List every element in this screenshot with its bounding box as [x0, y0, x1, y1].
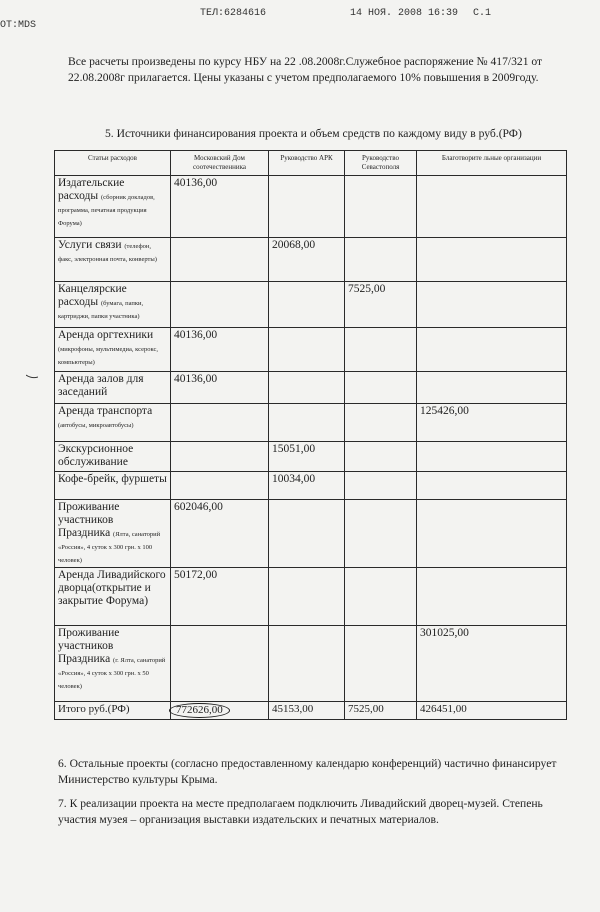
- fax-phone: ТЕЛ:6284616: [200, 8, 267, 19]
- cell-sevastopol: [345, 238, 417, 282]
- cell-sevastopol: [345, 176, 417, 238]
- expense-note: (автобусы, микроавтобусы): [58, 422, 134, 429]
- table-row: [55, 472, 567, 500]
- cell-ark: [269, 282, 345, 328]
- circled-total: 772626,00: [169, 703, 230, 718]
- fax-header: [0, 8, 600, 30]
- column-header: Руководство Севастополя: [345, 151, 417, 176]
- fax-page-number: С.1: [473, 8, 492, 19]
- expense-label: [55, 472, 171, 500]
- cell-moscow: 40136,00: [171, 372, 269, 404]
- table-row: [55, 238, 567, 282]
- cell-charity: [417, 442, 567, 472]
- expense-label: [55, 282, 171, 328]
- expense-note: (сборник докладов, программа, печатная продукция Форума): [58, 194, 155, 227]
- cell-moscow: 50172,00: [171, 568, 269, 626]
- expense-note: (г. Ялта, санаторий «Россия», 4 суток x 300 грн. x 50 человек): [58, 657, 166, 690]
- total-row: [55, 702, 567, 720]
- cell-moscow: 40136,00: [171, 328, 269, 372]
- cell-ark: [269, 176, 345, 238]
- cell-charity: [417, 328, 567, 372]
- column-header: Руководство АРК: [269, 151, 345, 176]
- cell-sevastopol: [345, 472, 417, 500]
- table-row: [55, 372, 567, 404]
- expense-label: [55, 404, 171, 442]
- expense-label: [55, 328, 171, 372]
- cell-sevastopol: [345, 500, 417, 568]
- column-header: Статьи расходов: [55, 151, 171, 176]
- expense-name: Канцелярские расходы: [58, 283, 127, 308]
- paragraph-6: 6. Остальные проекты (согласно предоставленному календарю конференций) частично финансирует Министерство культуры Крыма.: [58, 757, 557, 786]
- cell-moscow: [171, 442, 269, 472]
- fax-sender-id: OT:MDS: [0, 20, 37, 31]
- table-row: [55, 176, 567, 238]
- expense-name: Проживание участников Праздника: [58, 627, 120, 665]
- cell-ark: 20068,00: [269, 238, 345, 282]
- expense-note: (микрофоны, мультимедиа, ксерокс, компьютеры): [58, 346, 159, 366]
- intro-paragraph: Все расчеты произведены по курсу НБУ на 22 .08.2008г.Служебное распоряжение № 417/321 от 22.08.2008г прилагается. Цены указаны с учетом предполагаемого 10% повышения в 2009году.: [68, 55, 543, 84]
- table-row: [55, 568, 567, 626]
- cell-sevastopol: 7525,00: [345, 282, 417, 328]
- total-sevastopol: 7525,00: [345, 702, 417, 720]
- cell-ark: 15051,00: [269, 442, 345, 472]
- table-row: [55, 500, 567, 568]
- expense-name: Кофе-брейк, фуршеты: [58, 473, 167, 485]
- table-row: [55, 328, 567, 372]
- cell-ark: [269, 328, 345, 372]
- margin-mark-icon: [26, 374, 38, 380]
- cell-moscow: [171, 626, 269, 702]
- expense-note: (бумага, папки, картриджи, папки участника): [58, 300, 144, 320]
- cell-sevastopol: [345, 328, 417, 372]
- cell-ark: 10034,00: [269, 472, 345, 500]
- cell-sevastopol: [345, 404, 417, 442]
- cell-ark: [269, 568, 345, 626]
- cell-moscow: [171, 238, 269, 282]
- cell-ark: [269, 500, 345, 568]
- table-row: [55, 282, 567, 328]
- cell-charity: [417, 472, 567, 500]
- paragraph-7: 7. К реализации проекта на месте предполагаем подключить Ливадийский дворец-музей. Степень участия музея – организация выставки издательских и печатных материалов.: [58, 797, 543, 826]
- expense-label: [55, 500, 171, 568]
- expense-note: (Ялта, санаторий «Россия», 4 суток x 300 грн. x 100 человек): [58, 531, 161, 564]
- cell-charity: [417, 568, 567, 626]
- expense-name: Экскурсионное обслуживание: [58, 443, 134, 468]
- total-charity: 426451,00: [417, 702, 567, 720]
- fax-datetime: 14 НОЯ. 2008 16:39: [350, 8, 459, 19]
- cell-ark: [269, 372, 345, 404]
- expense-name: Аренда Ливадийского дворца(открытие и закрытие Форума): [58, 569, 166, 607]
- cell-charity: [417, 238, 567, 282]
- table-row: [55, 404, 567, 442]
- cell-charity: 301025,00: [417, 626, 567, 702]
- column-header: Московский Дом соотечественника: [171, 151, 269, 176]
- total-label: Итого руб.(РФ): [55, 702, 171, 720]
- cell-moscow: [171, 472, 269, 500]
- expense-label: [55, 176, 171, 238]
- cell-charity: [417, 500, 567, 568]
- expense-label: [55, 372, 171, 404]
- expense-label: [55, 626, 171, 702]
- cell-sevastopol: [345, 442, 417, 472]
- financing-table: [54, 150, 567, 720]
- cell-charity: [417, 176, 567, 238]
- cell-moscow: 602046,00: [171, 500, 269, 568]
- section-5-heading: 5. Источники финансирования проекта и объем средств по каждому виду в руб.(РФ): [105, 127, 522, 140]
- expense-label: [55, 568, 171, 626]
- cell-moscow: [171, 404, 269, 442]
- table-row: [55, 442, 567, 472]
- cell-charity: [417, 282, 567, 328]
- expense-name: Проживание участников Праздника: [58, 501, 120, 539]
- cell-sevastopol: [345, 626, 417, 702]
- expense-name: Услуги связи: [58, 239, 122, 251]
- cell-charity: [417, 372, 567, 404]
- expense-name: Издательские расходы: [58, 177, 125, 202]
- expense-name: Аренда оргтехники: [58, 329, 154, 341]
- cell-ark: [269, 404, 345, 442]
- cell-moscow: 40136,00: [171, 176, 269, 238]
- cell-sevastopol: [345, 568, 417, 626]
- column-header: Благотворите льные организации: [417, 151, 567, 176]
- total-moscow: [171, 702, 269, 720]
- expense-name: Аренда залов для заседаний: [58, 373, 144, 398]
- expense-label: [55, 238, 171, 282]
- cell-sevastopol: [345, 372, 417, 404]
- table-row: [55, 626, 567, 702]
- table-header-row: [55, 151, 567, 176]
- cell-moscow: [171, 282, 269, 328]
- expense-label: [55, 442, 171, 472]
- total-ark: 45153,00: [269, 702, 345, 720]
- cell-charity: 125426,00: [417, 404, 567, 442]
- cell-ark: [269, 626, 345, 702]
- expense-note: (телефон, факс, электронная почта, конверты): [58, 243, 157, 263]
- expense-name: Аренда транспорта: [58, 405, 153, 417]
